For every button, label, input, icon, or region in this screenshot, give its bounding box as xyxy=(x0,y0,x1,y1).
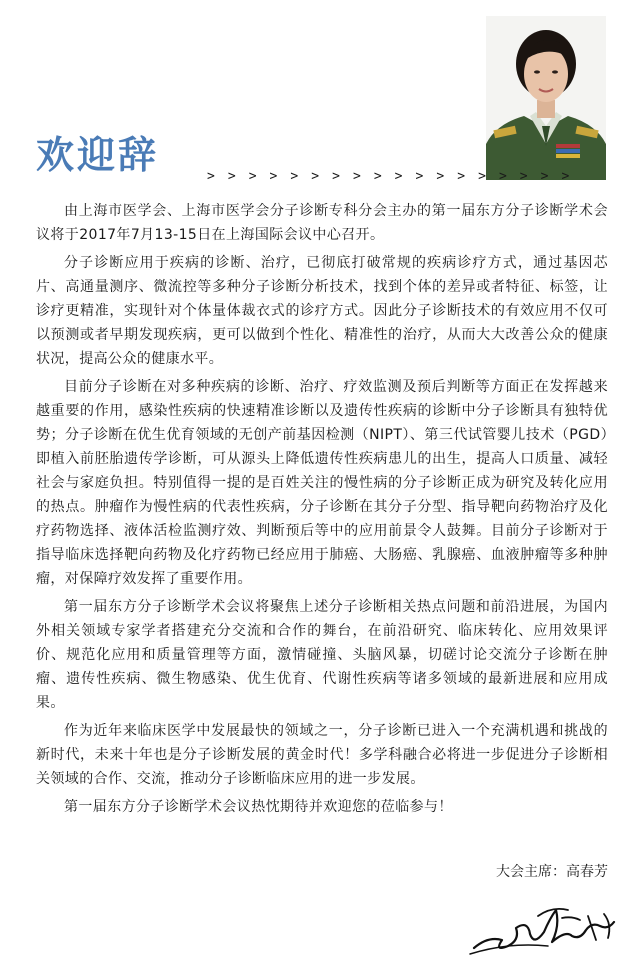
paragraph-application: 分子诊断应用于疾病的诊断、治疗，已彻底打破常规的疾病诊疗方式，通过基因芯片、高通量测序、微流控等多种分子诊断分析技术，找到个体的差异或者特征、标签，让诊疗更精准，实现针对个体量体裁衣式的诊疗方式。因此分子诊断技术的有效应用不仅可以预测或者早期发现疾病，更可以做到个性化、精准性的治疗，从而大大改善公众的健康状况，提高公众的健康水平。 xyxy=(36,255,608,367)
paragraph-invitation: 第一届东方分子诊断学术会议热忱期待并欢迎您的莅临参与！ xyxy=(64,799,453,815)
portrait-icon xyxy=(486,16,606,180)
portrait-photo xyxy=(486,16,606,180)
paragraph-intro: 由上海市医学会、上海市医学会分子诊断专科分会主办的第一届东方分子诊断学术会议将于2017年7月13-15日在上海国际会议中心召开。 xyxy=(36,203,608,243)
paragraph-outlook: 作为近年来临床医学中发展最快的领域之一，分子诊断已进入一个充满机遇和挑战的新时代，未来十年也是分子诊断发展的黄金时代！多学科融合必将进一步促进分子诊断相关领域的合作、交流，推动分子诊断临床应用的进一步发展。 xyxy=(36,723,608,787)
arrow-divider: > > > > > > > > > > > > > > > > > > xyxy=(207,169,572,184)
conference-chair: 大会主席：高春芳 xyxy=(496,864,608,880)
paragraph-conference-focus: 第一届东方分子诊断学术会议将聚焦上述分子诊断相关热点问题和前沿进展，为国内外相关领域专家学者搭建充分交流和合作的舞台，在前沿研究、临床转化、应用效果评价、规范化应用和质量管理等方面，激情碰撞、头脑风暴，切磋讨论交流分子诊断在肿瘤、遗传性疾病、微生物感染、优生优育、代谢性疾病等诸多领域的最新进展和应用成果。 xyxy=(36,599,608,711)
handwritten-signature-icon xyxy=(468,896,628,956)
welcome-body xyxy=(36,199,608,823)
paragraph-current-status: 目前分子诊断在对多种疾病的诊断、治疗、疗效监测及预后判断等方面正在发挥越来越重要的作用，感染性疾病的快速精准诊断以及遗传性疾病的诊断中分子诊断具有独特优势；分子诊断在优生优育领域的无创产前基因检测（NIPT）、第三代试管婴儿技术（PGD）即植入前胚胎遗传学诊断，可从源头上降低遗传性疾病患儿的出生，提高人口质量、减轻社会与家庭负担。特别值得一提的是百姓关注的慢性病的分子诊断正成为研究及转化应用的热点。肿瘤作为慢性病的代表性疾病，分子诊断在其分子分型、指导靶向药物治疗及化疗药物选择、液体活检监测疗效、判断预后等中的应用前景令人鼓舞。目前分子诊断对于指导临床选择靶向药物及化疗药物已经应用于肺癌、大肠癌、乳腺癌、血液肿瘤等多种肿瘤，对保障疗效发挥了重要作用。 xyxy=(36,379,608,587)
page-title: 欢迎辞 xyxy=(36,133,160,177)
